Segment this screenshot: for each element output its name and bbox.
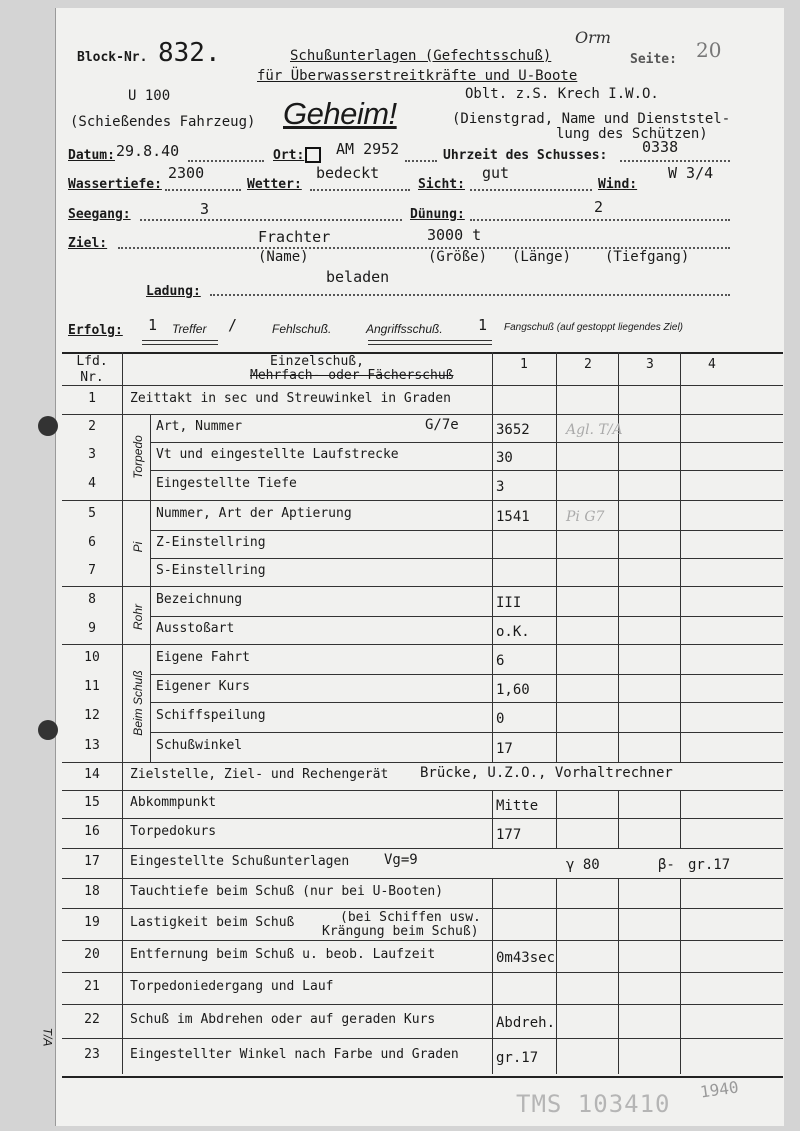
table-row-rule <box>62 878 783 879</box>
row-label: Z-Einstellring <box>156 535 266 550</box>
row-number: 13 <box>84 738 100 753</box>
table-row-rule <box>62 908 783 909</box>
vessel-value: U 100 <box>128 88 171 104</box>
cell-value-v1: Abdreh. <box>496 1015 556 1031</box>
erfolg-fang-value: 1 <box>478 316 488 334</box>
erfolg-label: Erfolg: <box>68 323 123 338</box>
erfolg-double-rule-2 <box>368 340 492 345</box>
row-number: 7 <box>88 563 96 578</box>
cell-value-v2: γ 80 <box>566 857 600 873</box>
row-number: 9 <box>88 621 96 636</box>
cell-value-v1: Mitte <box>496 798 539 814</box>
treffer-label: Treffer <box>172 322 207 336</box>
col3-rule <box>618 878 619 1074</box>
col2-rule <box>556 414 557 762</box>
archive-stamp: TMS 103410 <box>516 1090 671 1118</box>
seegang-value: 3 <box>200 200 210 218</box>
cell-value-v2: Agl. T/A <box>566 422 623 438</box>
row-number: 19 <box>84 915 100 930</box>
cell-value-v1: gr.17 <box>496 1050 539 1066</box>
erfolg-treffer-value: 1 <box>148 316 158 334</box>
row-label: Schiffspeilung <box>156 708 266 723</box>
row-label: Bezeichnung <box>156 592 243 607</box>
row-number: 8 <box>88 592 96 607</box>
row-number: 18 <box>84 884 100 899</box>
col2-rule <box>556 385 557 414</box>
row-label: Tauchtiefe beim Schuß (nur bei U-Booten) <box>130 884 444 899</box>
row-label: Torpedokurs <box>130 824 217 839</box>
datum-value: 29.8.40 <box>116 142 180 160</box>
row-extra-value-2: Krängung beim Schuß) <box>322 924 479 939</box>
row-number: 17 <box>84 854 100 869</box>
cell-value-v1: 3652 <box>496 422 530 438</box>
angriffsschuss-label: Angriffsschuß. <box>366 322 443 336</box>
cell-value-v1: 1,60 <box>496 682 530 698</box>
uhrzeit-value: 0338 <box>642 138 679 156</box>
col2-rule <box>556 790 557 848</box>
col4-rule <box>680 414 681 762</box>
table-row-rule <box>150 530 783 531</box>
shooter-label-2: lung des Schützen) <box>556 126 708 142</box>
secret-stamp: Geheim! <box>283 96 397 131</box>
ort-checkbox[interactable] <box>305 147 321 163</box>
table-row-rule <box>62 848 783 849</box>
col4-rule <box>680 385 681 414</box>
wassertiefe-value: 2300 <box>168 164 205 182</box>
wetter-label: Wetter: <box>247 177 302 192</box>
row-number: 21 <box>84 979 100 994</box>
table-row-rule <box>150 470 783 471</box>
sicht-label: Sicht: <box>418 177 465 192</box>
ort-label: Ort: <box>273 148 305 163</box>
col1-rule <box>492 878 493 1074</box>
table-row-rule <box>62 586 783 587</box>
col1-rule <box>492 790 493 848</box>
ziel-name-value: Frachter <box>258 228 331 246</box>
row-label: Nummer, Art der Aptierung <box>156 506 352 521</box>
row-label: Torpedoniedergang und Lauf <box>130 979 334 994</box>
block-label: Block-Nr. <box>77 50 148 65</box>
col4-rule <box>680 790 681 848</box>
cell-value-v1: 6 <box>496 653 505 669</box>
row-number: 14 <box>84 767 100 782</box>
block-number: 832. <box>158 38 221 68</box>
archive-year: 1940 <box>698 1077 740 1102</box>
col-header-lfd: Lfd. <box>76 354 108 369</box>
wind-value: W 3/4 <box>668 164 714 182</box>
col4-rule <box>680 878 681 1074</box>
table-row-rule <box>150 558 783 559</box>
cell-value-v1: 17 <box>496 741 513 757</box>
table-row-rule <box>62 762 783 763</box>
row-extra-value: G/7e <box>425 417 459 433</box>
row-number: 3 <box>88 447 96 462</box>
row-number: 6 <box>88 535 96 550</box>
laenge-label: (Länge) <box>512 249 572 265</box>
duenung-label: Dünung: <box>410 207 465 222</box>
row-extra-value: Vg=9 <box>384 852 418 868</box>
cell-value-v1: 0m43sec <box>496 950 556 966</box>
table-row-rule <box>62 790 783 791</box>
row-number: 1 <box>88 390 96 406</box>
cell-value-v1: o.K. <box>496 624 530 640</box>
col-header-mehrfach: Mehrfach- oder Fächerschuß <box>250 368 454 383</box>
row-label: Eingestellte Tiefe <box>156 476 297 491</box>
row-label: Schuß im Abdrehen oder auf geraden Kurs <box>130 1012 436 1027</box>
row-label: Vt und eingestellte Laufstrecke <box>156 447 399 462</box>
col4-rule <box>680 352 681 385</box>
row-number: 16 <box>84 824 100 839</box>
fehlschuss-label: Fehlschuß. <box>272 322 332 336</box>
table-row-rule <box>150 732 783 733</box>
table-row-rule <box>150 442 783 443</box>
row-number: 20 <box>84 947 100 962</box>
corner-initials: Orm <box>575 28 611 47</box>
row-label: Eigener Kurs <box>156 679 250 694</box>
col-number-4: 4 <box>708 357 716 372</box>
col3-rule <box>618 414 619 762</box>
table-row-rule <box>62 972 783 973</box>
row-label: S-Einstellring <box>156 563 266 578</box>
col1-rule <box>492 352 493 385</box>
erfolg-double-rule-1 <box>142 340 218 345</box>
table-row-rule <box>62 818 783 819</box>
ziel-label: Ziel: <box>68 236 108 251</box>
ladung-label: Ladung: <box>146 284 201 299</box>
table-row-rule <box>150 702 783 703</box>
sicht-value: gut <box>482 164 510 182</box>
col-number-3: 3 <box>646 357 654 372</box>
duenung-value: 2 <box>594 198 604 216</box>
wind-label: Wind: <box>598 177 638 192</box>
row-label: Abkommpunkt <box>130 795 217 810</box>
col-header-einzel: Einzelschuß, <box>270 354 364 369</box>
row-label: Zeittakt in sec und Streuwinkel in Graden <box>130 390 451 406</box>
row-label: Eigene Fahrt <box>156 650 250 665</box>
row-label: Art, Nummer <box>156 419 243 434</box>
row-number: 15 <box>84 795 100 810</box>
group-column-rule <box>150 414 151 762</box>
group-label-rohr: Rohr <box>131 604 145 631</box>
row-label: Ausstoßart <box>156 621 235 636</box>
col1-rule <box>492 385 493 414</box>
lfd-column-rule <box>122 352 123 1074</box>
table-row-rule <box>62 644 783 645</box>
cell-value-v1: 3 <box>496 479 505 495</box>
row-label: Eingestellte Schußunterlagen <box>130 854 350 869</box>
seite-label: Seite: <box>630 52 677 67</box>
col-number-1: 1 <box>520 357 528 372</box>
group-label-torpedo: Torpedo <box>131 435 145 479</box>
table-row-rule <box>62 500 783 501</box>
col3-rule <box>618 790 619 848</box>
cell-value-v1: III <box>496 595 522 611</box>
group-label-pi: Pi <box>131 541 145 553</box>
row-label: Schußwinkel <box>156 738 243 753</box>
row-number: 12 <box>84 708 100 723</box>
row-extra-value: (bei Schiffen usw. <box>340 910 481 925</box>
col-header-nr: Nr. <box>80 370 104 385</box>
row-extra-value: Brücke, U.Z.O., Vorhaltrechner <box>420 765 673 781</box>
cell-value-v1: 30 <box>496 450 513 466</box>
wetter-value: bedeckt <box>316 164 380 182</box>
seite-value: 20 <box>696 38 722 62</box>
col2-rule <box>556 878 557 1074</box>
col2-rule <box>556 352 557 385</box>
wassertiefe-label: Wassertiefe: <box>68 177 162 192</box>
row-number: 11 <box>84 679 100 694</box>
punch-hole-top <box>38 416 58 436</box>
cell-value-v2: Pi G7 <box>566 509 605 525</box>
ort-value: AM 2952 <box>336 140 400 158</box>
table-row-rule <box>62 940 783 941</box>
form-title: Schußunterlagen (Gefechtsschuß) <box>290 48 552 64</box>
row-label: Lastigkeit beim Schuß <box>130 915 295 930</box>
col1-rule <box>492 414 493 762</box>
row-label: Zielstelle, Ziel- und Rechengerät <box>130 767 389 782</box>
tiefgang-label: (Tiefgang) <box>605 249 690 265</box>
form-subtitle: für Überwasserstreitkräfte und U-Boote <box>257 68 578 84</box>
seegang-label: Seegang: <box>68 207 131 222</box>
row-label: Eingestellter Winkel nach Farbe und Graden <box>130 1047 459 1062</box>
col3-rule <box>618 352 619 385</box>
cell-value-v1: 0 <box>496 711 505 727</box>
row-label: Entfernung beim Schuß u. beob. Laufzeit <box>130 947 436 962</box>
group-label-beim-schuss: Beim Schuß <box>131 670 145 736</box>
fangschuss-label: Fangschuß (auf gestoppt liegendes Ziel) <box>504 322 683 333</box>
table-row-rule <box>150 674 783 675</box>
groesse-label: (Größe) <box>428 249 488 265</box>
table-header-rule <box>62 385 783 386</box>
row-number: 2 <box>88 419 96 434</box>
row-number: 22 <box>84 1012 100 1027</box>
punch-hole-bottom <box>38 720 58 740</box>
datum-label: Datum: <box>68 148 115 163</box>
erfolg-fehl-value: / <box>228 316 238 334</box>
cell-value-v1: 177 <box>496 827 522 843</box>
cell-value-v4: gr.17 <box>688 857 731 873</box>
shooter-label-1: (Dienstgrad, Name und Dienststel- <box>452 111 731 127</box>
table-row-rule <box>62 1038 783 1039</box>
cell-value-v1: 1541 <box>496 509 530 525</box>
row-number: 23 <box>84 1047 100 1062</box>
col-number-2: 2 <box>584 357 592 372</box>
col3-rule <box>618 385 619 414</box>
ladung-value: beladen <box>326 268 390 286</box>
table-row-rule <box>62 1004 783 1005</box>
uhrzeit-label: Uhrzeit des Schusses: <box>443 148 608 163</box>
table-row-rule <box>150 616 783 617</box>
row-number: 5 <box>88 506 96 521</box>
margin-code: T/A <box>40 1027 55 1047</box>
ziel-groesse-value: 3000 t <box>427 226 482 244</box>
name-label: (Name) <box>258 249 309 265</box>
vessel-label: (Schießendes Fahrzeug) <box>70 114 256 130</box>
shooter-value: Oblt. z.S. Krech I.W.O. <box>465 86 659 102</box>
row-number: 4 <box>88 476 96 491</box>
cell-value-v3: β- <box>658 857 675 873</box>
table-row-rule <box>62 414 783 415</box>
row-number: 10 <box>84 650 100 665</box>
